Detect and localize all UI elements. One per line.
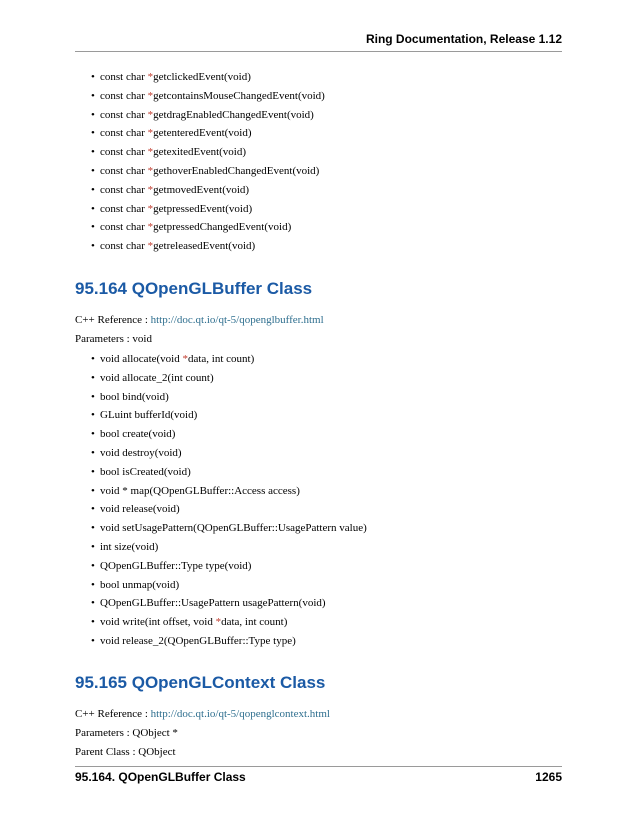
item-text: void release(void) — [100, 503, 180, 516]
bullet-icon: • — [91, 371, 95, 384]
qopenglbuffer-method-list — [75, 350, 562, 651]
bullet-icon: • — [91, 89, 95, 102]
item-text: const char — [100, 71, 148, 83]
pointer-asterisk: * — [147, 164, 154, 177]
item-text: const char — [100, 108, 148, 121]
pointer-asterisk: * — [147, 240, 154, 253]
bullet-icon: • — [91, 428, 95, 441]
pointer-asterisk: * — [147, 146, 154, 159]
bullet-icon: • — [91, 108, 95, 121]
item-text: const char — [100, 221, 148, 234]
item-text: void destroy(void) — [100, 446, 182, 459]
item-text: const char — [100, 164, 148, 177]
list-item — [91, 200, 562, 219]
page-number: 1265 — [535, 770, 562, 784]
page-content — [75, 68, 562, 762]
bullet-icon: • — [91, 71, 95, 83]
bullet-icon: • — [91, 578, 95, 591]
item-text: gethoverEnabledChangedEvent(void) — [153, 164, 320, 177]
item-text: const char — [100, 183, 148, 196]
bullet-icon: • — [91, 634, 95, 647]
bullet-icon: • — [91, 465, 95, 478]
list-item — [91, 632, 562, 651]
bullet-icon: • — [91, 164, 95, 177]
list-item — [91, 181, 562, 200]
item-text: bool unmap(void) — [100, 578, 180, 591]
list-item — [91, 406, 562, 425]
bullet-icon: • — [91, 183, 95, 196]
bullet-icon: • — [91, 597, 95, 610]
bullet-icon: • — [91, 522, 95, 535]
event-getter-list — [75, 68, 562, 256]
list-item — [91, 106, 562, 125]
pointer-asterisk: * — [147, 71, 154, 83]
item-text: bool isCreated(void) — [100, 465, 191, 478]
list-item — [91, 388, 562, 407]
bullet-icon: • — [91, 127, 95, 140]
pointer-asterisk: * — [147, 202, 154, 215]
item-text: const char — [100, 146, 148, 159]
item-text: bool create(void) — [100, 428, 176, 441]
bullet-icon: • — [91, 559, 95, 572]
bullet-icon: • — [91, 240, 95, 253]
list-item — [91, 500, 562, 519]
item-text: void setUsagePattern(QOpenGLBuffer::UsagePattern value) — [100, 522, 367, 535]
bullet-icon: • — [91, 409, 95, 422]
list-item — [91, 613, 562, 632]
qopenglcontext-doc-link[interactable]: http://doc.qt.io/qt-5/qopenglcontext.html — [150, 707, 330, 720]
bullet-icon: • — [91, 616, 95, 629]
pointer-asterisk: * — [147, 183, 154, 196]
header-rule — [75, 51, 562, 52]
pointer-asterisk: * — [147, 108, 154, 121]
cpp-reference-label: C++ Reference : — [75, 313, 151, 326]
list-item — [91, 143, 562, 162]
list-item — [91, 218, 562, 237]
item-text: const char — [100, 240, 148, 253]
item-text: void write(int offset, void — [100, 616, 216, 629]
list-item — [91, 594, 562, 613]
pointer-asterisk: * — [147, 127, 154, 140]
parent-class-qopenglcontext: Parent Class : QObject — [75, 745, 176, 758]
list-item — [91, 425, 562, 444]
bullet-icon: • — [91, 221, 95, 234]
item-text: getenteredEvent(void) — [153, 127, 252, 140]
bullet-icon: • — [91, 540, 95, 553]
item-text: bool bind(void) — [100, 390, 169, 403]
list-item — [91, 444, 562, 463]
item-text: getcontainsMouseChangedEvent(void) — [153, 89, 325, 102]
item-text: getpressedChangedEvent(void) — [153, 221, 292, 234]
bullet-icon: • — [91, 503, 95, 516]
qopenglbuffer-doc-link[interactable]: http://doc.qt.io/qt-5/qopenglbuffer.html — [150, 313, 324, 326]
pointer-asterisk: * — [147, 221, 154, 234]
list-item — [91, 68, 562, 87]
bullet-icon: • — [91, 446, 95, 459]
list-item — [91, 538, 562, 557]
list-item — [91, 237, 562, 256]
list-item — [91, 350, 562, 369]
bullet-icon: • — [91, 202, 95, 215]
item-text: getexitedEvent(void) — [153, 146, 247, 159]
section-heading-qopenglbuffer: 95.164 QOpenGLBuffer Class — [75, 278, 313, 298]
item-text: getclickedEvent(void) — [153, 71, 251, 83]
item-text: void allocate_2(int count) — [100, 371, 214, 384]
item-text: getpressedEvent(void) — [153, 202, 253, 215]
bullet-icon: • — [91, 390, 95, 403]
footer-section-label: 95.164. QOpenGLBuffer Class — [75, 770, 246, 784]
item-text: QOpenGLBuffer::Type type(void) — [100, 559, 252, 572]
item-text: void * map(QOpenGLBuffer::Access access) — [100, 484, 300, 497]
bullet-icon: • — [91, 352, 95, 365]
list-item — [91, 162, 562, 181]
pointer-asterisk: * — [215, 616, 222, 629]
item-text: getmovedEvent(void) — [153, 183, 250, 196]
item-text: void allocate(void — [100, 352, 183, 365]
list-item — [91, 557, 562, 576]
pointer-asterisk: * — [182, 352, 188, 365]
item-text: data, int count) — [187, 352, 255, 365]
item-text: data, int count) — [221, 616, 288, 629]
item-text: const char — [100, 127, 148, 140]
cpp-reference-qopenglbuffer — [75, 311, 562, 330]
item-text: void release_2(QOpenGLBuffer::Type type) — [100, 634, 296, 647]
parameters-qopenglcontext: Parameters : QObject * — [75, 726, 178, 739]
item-text: QOpenGLBuffer::UsagePattern usagePattern(void) — [100, 597, 326, 610]
list-item — [91, 482, 562, 501]
footer-rule — [75, 766, 562, 767]
bullet-icon: • — [91, 146, 95, 159]
list-item — [91, 87, 562, 106]
item-text: getdragEnabledChangedEvent(void) — [153, 108, 314, 121]
item-text: int size(void) — [100, 540, 159, 553]
cpp-reference-label: C++ Reference : — [75, 707, 151, 720]
cpp-reference-qopenglcontext — [75, 705, 562, 724]
parameters-qopenglbuffer: Parameters : void — [75, 332, 152, 345]
list-item — [91, 369, 562, 388]
item-text: GLuint bufferId(void) — [100, 409, 198, 422]
list-item — [91, 576, 562, 595]
item-text: getreleasedEvent(void) — [153, 240, 256, 253]
list-item — [91, 124, 562, 143]
list-item — [91, 463, 562, 482]
bullet-icon: • — [91, 484, 95, 497]
pointer-asterisk: * — [147, 89, 154, 102]
item-text: const char — [100, 89, 148, 102]
section-heading-qopenglcontext: 95.165 QOpenGLContext Class — [75, 672, 326, 692]
list-item — [91, 519, 562, 538]
running-header: Ring Documentation, Release 1.12 — [365, 32, 562, 46]
item-text: const char — [100, 202, 148, 215]
